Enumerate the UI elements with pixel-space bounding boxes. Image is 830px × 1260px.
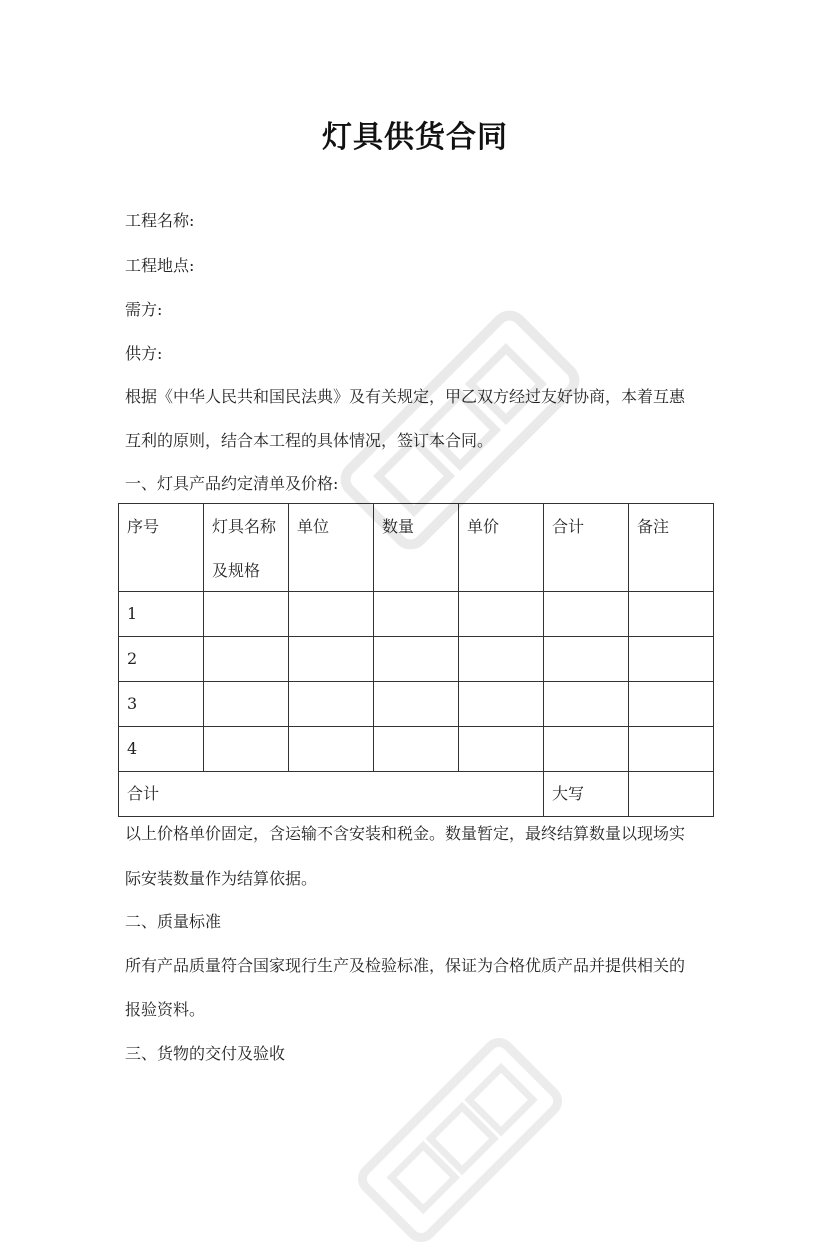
intro-paragraph-line1: 根据《中华人民共和国民法典》及有关规定，甲乙双方经过友好协商，本着互惠 — [125, 387, 686, 406]
table-cell — [374, 682, 459, 727]
table-cell — [459, 637, 544, 682]
total-label: 合计 — [119, 772, 544, 817]
field-project-location: 工程地点: — [125, 256, 195, 275]
table-cell — [204, 592, 289, 637]
table-cell — [629, 637, 714, 682]
table-row — [119, 637, 714, 682]
field-buyer: 需方: — [125, 300, 163, 319]
table-cell — [374, 592, 459, 637]
field-supplier: 供方: — [125, 344, 163, 363]
section3-heading: 三、货物的交付及验收 — [125, 1044, 286, 1063]
document-title: 灯具供货合同 — [322, 120, 508, 155]
table-cell — [289, 637, 374, 682]
section2-heading: 二、质量标准 — [125, 912, 222, 931]
table-cell — [374, 727, 459, 772]
table-cell — [374, 637, 459, 682]
table-cell — [544, 682, 629, 727]
table-row — [119, 727, 714, 772]
watermark-icon — [340, 1020, 580, 1260]
table-total-row — [119, 772, 714, 817]
header-remark: 备注 — [629, 504, 714, 592]
section2-body-line1: 所有产品质量符合国家现行生产及检验标准，保证为合格优质产品并提供相关的 — [125, 956, 686, 975]
table-cell — [459, 727, 544, 772]
table-cell — [289, 727, 374, 772]
section2-body-line2: 报验资料。 — [125, 1000, 206, 1019]
capital-label: 大写 — [544, 772, 629, 817]
table-cell — [204, 727, 289, 772]
table-cell — [544, 637, 629, 682]
table-cell — [459, 682, 544, 727]
capital-value-cell — [629, 772, 714, 817]
table-cell — [629, 727, 714, 772]
header-qty: 数量 — [374, 504, 459, 592]
header-unit: 单位 — [289, 504, 374, 592]
table-header-row — [119, 504, 714, 592]
table-row — [119, 592, 714, 637]
header-name-spec — [204, 504, 289, 592]
price-table — [118, 503, 714, 817]
header-total: 合计 — [544, 504, 629, 592]
header-price: 单价 — [459, 504, 544, 592]
header-name-line2: 及规格 — [212, 561, 261, 580]
table-cell — [459, 592, 544, 637]
table-row — [119, 682, 714, 727]
intro-paragraph-line2: 互利的原则，结合本工程的具体情况，签订本合同。 — [125, 431, 494, 450]
row-no: 2 — [119, 637, 204, 682]
section1-heading: 一、灯具产品约定清单及价格: — [125, 474, 339, 493]
row-no: 1 — [119, 592, 204, 637]
table-cell — [629, 592, 714, 637]
table-cell — [544, 592, 629, 637]
header-no: 序号 — [119, 504, 204, 592]
row-no: 3 — [119, 682, 204, 727]
price-note-line1: 以上价格单价固定，含运输不含安装和税金。数量暂定，最终结算数量以现场实 — [125, 824, 686, 843]
row-no: 4 — [119, 727, 204, 772]
table-cell — [204, 637, 289, 682]
table-cell — [544, 727, 629, 772]
table-cell — [289, 682, 374, 727]
price-note-line2: 际安装数量作为结算依据。 — [125, 869, 318, 888]
table-cell — [629, 682, 714, 727]
header-name-line1: 灯具名称 — [212, 517, 277, 536]
table-cell — [204, 682, 289, 727]
field-project-name: 工程名称: — [125, 211, 195, 230]
table-cell — [289, 592, 374, 637]
